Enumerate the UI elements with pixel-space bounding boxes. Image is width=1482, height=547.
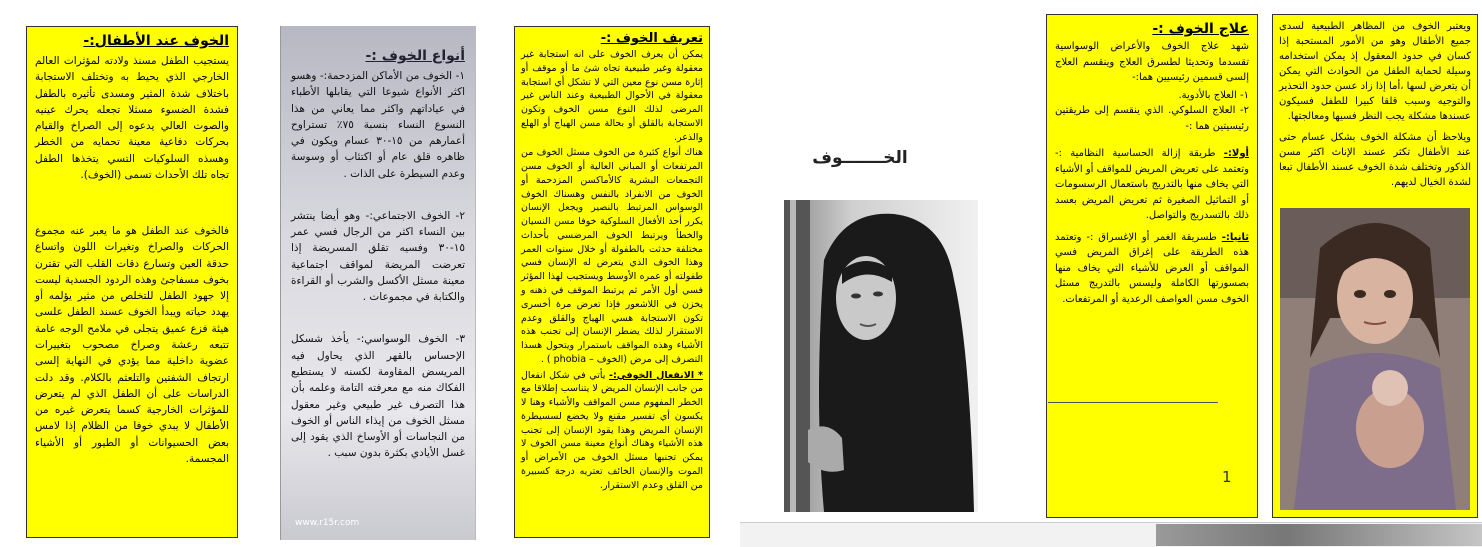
treatment-list-1: ١- العلاج بالأدوية.: [1178, 89, 1249, 101]
woman-photo: [784, 200, 978, 512]
fear-emotion-text: يأتي في شكل انفعال من جانب الإنسان المريض لا يتناسب إطلاقا مع الخطر المفهوم مسن المواقف والأشياء وهنا لا يكسون أي تفسير مقنع ولا يخضع لسسيطرة الإنسان المريض وهذا يقود الإنسان إلى تجنب هذه الأشياء وهناك أنواع معينة مسن الخوف لا يمكن تجنبها مسثل الخوف من الأمراض أو الموت والإنسان الخائف تعتريه درجة كسبيرة من القلق وعدم الاستقرار.: [521, 369, 703, 491]
definition-paragraph-2: هناك أنواع كثيرة من الخوف مسثل الخوف من المرتفعات أو المباني العالية أو الخوف مسن التجمعات البشرية كالأماكسن المزدحمة أو الخوف من الانفراد بالنفس وهسناك الخوف الوسواس المرتبط بالنصير ويجعل الإنسان يكرر أحد الأفعال السلوكية خوفا مسن النسيان والخطأ ويرتبط الخوف المرضسي بأحداث مختلفة حدثت بالطفولة أو خلال سنوات العمر وهذا الخوف الذي يتعرض له الإنسان فسي طفولته أو عمره الأوسط ويستجيب لهذا المؤثر فسي أول الأمر ثم يرتبط الموقف في ذهنه و يخزن في اللاشعور فإذا تعرض مرة أخسرى تكون الاستجابة هسي الهياج والقلق وعدم الاستقرار لذلك يضطر الإنسان إلى تجنب هذه الأشياء وهذه المواقف باستمرار ويتحول هسذا التصرف إلى مرض (الخوف – phobia ) .: [521, 147, 703, 365]
fear-type-3: ٣- الخوف الوسواسي:- يأخذ شسكل الإحساس بالقهر الذي يحاول فيه المريسض المقاومة لكسنه لا يستطيع الفكاك منه مع معرفته التامة وعلمه بأن هذا التصرف غير طبيعي وغير معقول مسثل الخوف من إيذاء الناس أو الخوف من النجاسات أو الأوساخ الذي يقود إلى غسل الأيادي بكثرة بدون سبب .: [291, 333, 465, 460]
children-fear-panel: [26, 26, 238, 538]
children-fear-title: الخوف عند الأطفال:-: [83, 33, 229, 49]
child-photo-illustration: [1280, 208, 1470, 510]
fear-types-title: أنواع الخوف :-: [365, 48, 465, 64]
treatment-first-method: [1055, 146, 1249, 224]
definition-panel: [514, 26, 710, 538]
treatment-panel: [1046, 14, 1258, 518]
right-paragraph-2: ويلاحظ أن مشكلة الخوف بشكل عسام حتى عند الأطفال تكثر عسند الإناث اكثر مسن الذكور وتختلف شدة الخوف عسند الأطفال تبعا لشدة الخيال لديهم.: [1279, 132, 1471, 188]
children-fear-paragraph-2: فالخوف عند الطفل هو ما يعبر عنه مجموع الحركات والصراخ وتغيرات اللون واتساع حدقة العين وتسارع دقات القلب التي تقترن بخوف مسفاجئ وهذه الردود الجسدية ليست إلا جهود الطفل للتخلص من مثير يؤلمه أو يهدد حياته ويبدأ الخوف عسند الطفل علسى هيئة فزع عميق يتجلى في ملامح الوجه عامة تتبعه رعشة وصراخ مصحوب بتغييرات عضوية داخلية مما يؤدي في النهاية إلسى ارتجاف الشفتين والتلعثم بالكلام. وقد دلت الدراسات على أن الطفل الذي لم يتعرض للمؤثرات الخارجية كسما يتعرض غيره من الأطفال لا يبدي خوفا من الظلام إذا لامس بعض الحسيوانات أو الطيور أو الأشياء المجسمة.: [35, 225, 229, 465]
treatment-intro: شهد علاج الخوف والأعراض الوسواسية تقسدما وتحديثا لطسرق العلاج وينقسم العلاج إلسى قسمين رئيسيين هما:-: [1055, 41, 1249, 83]
woman-photo-illustration: [784, 200, 978, 512]
fear-emotion-label: * الانفعال الخوفي:-: [609, 369, 703, 381]
treatment-list-2: ٢- العلاج السلوكي. الذي ينقسم إلى طريقتين رئيسيتين هما :-: [1055, 105, 1249, 132]
second-method-label: ثانيا:-: [1221, 231, 1249, 243]
fear-type-1: ١- الخوف من الأماكن المزدحمة:- وهسو اكثر الأنواع شيوعا التي يقابلها الأطباء في عياداتهم واكثر مما يعاني من هذا النسوع النساء بنسبة ٧٥٪ تستراوح أعمارهم من ١٥-٣٠ عسام ويكون في ظاهره قلق عام أو اكتئاب أو وسوسة وعدم السيطرة على الذات .: [291, 70, 466, 180]
fear-type-2: ٢- الخوف الاجتماعي:- وهو أيضا ينتشر بين النساء اكثر من الرجال فسي عمر ١٥-٣٠ وفسيه تقلق المسريضة إذا تعرضت المريضة لمواقف اجتماعية معينة مسثل الأكسل والشرب أو القراءة والكتابة في مجموعات .: [291, 209, 465, 304]
bottom-strip-image: [1156, 524, 1482, 546]
website-watermark: www.r15r.com: [295, 518, 360, 528]
divider-line: [1048, 402, 1218, 403]
first-method-label: أولا:-: [1223, 148, 1249, 159]
child-photo: [1280, 208, 1470, 510]
definition-paragraph-3: [521, 369, 703, 493]
first-method-text: طريقة إزالة الحساسية النظامية :- وتعتمد على تعريض المريض للمواقف أو الأشياء التي يخاف منها بالتدريج باستعمال الرسسومات أو التماثيل الصغيرة ثم تعريض المريض بعسد ذلك بالتسدريج والتواصل.: [1055, 148, 1249, 221]
treatment-second-method: [1055, 230, 1249, 308]
right-paragraph-1: ويعتبر الخوف من المظاهر الطبيعية لسدى جميع الأطفال وهو من الأمور المستحبة إذا كسان في حدود المعقول إذ يمكن استخدامه وسيلة لحماية الطفل من الحوادث التي يمكن أن يتعرض لسها ،أما إذا زاد عسن حدود التحذير والتوجيه وسبب قلقا كبيرا للطفل فسيكون عسندها مشكلة يجب النظر فسيها ومعالجتها.: [1279, 21, 1471, 122]
page-number: 1: [1222, 468, 1232, 486]
children-fear-paragraph-1: يستجيب الطفل مسنذ ولادته لمؤثرات العالم الخارجي الذي يحيط به وتختلف الاستجابة باختلاف شدة المثير ومسدى تأثيره بالطفل فشدة الضسوء مسثلا تجعله يحرك عينيه والصوت العالي يدعوه إلى الصراخ والقيام بحركات دفاعية معينة تحمايه من الخطر وهسذه السلوكيات التسي يتخذها الطفل تجاه تلك الأحداث تسمى (الخوف).: [35, 55, 229, 181]
cover-title: الخـــــــوف: [812, 148, 908, 168]
treatment-title: علاج الخوف :-: [1152, 21, 1249, 37]
fear-types-panel: [280, 26, 476, 540]
definition-title: تعريف الخوف :-: [600, 31, 703, 46]
definition-paragraph-1: يمكن أن يعرف الخوف على انه استجابة غير معقولة وغير طبيعية تجاه شئ ما أو موقف أو إثارة مسن نوع معين التي لا تشكل أي استجابة معقولة في الأحوال الطبيعية وعند الناس غير المرضى لذلك النوع مسن الخوف وتكون الاستجابة بالقلق أو بحالة مسن الهياج أو الهلع والذعر.: [521, 49, 703, 143]
second-method-text: طسريقة الغمر أو الإغسراق :- وتعتمد هذه الطريقة على إغراق المريض فسي المواقف أو العرض للأشياء التي يخاف منها بصسورتها الكاملة وليسس بالتدريج مسثل الخوف مسن العواصف الرعدية أو المرتفعات.: [1055, 231, 1249, 305]
